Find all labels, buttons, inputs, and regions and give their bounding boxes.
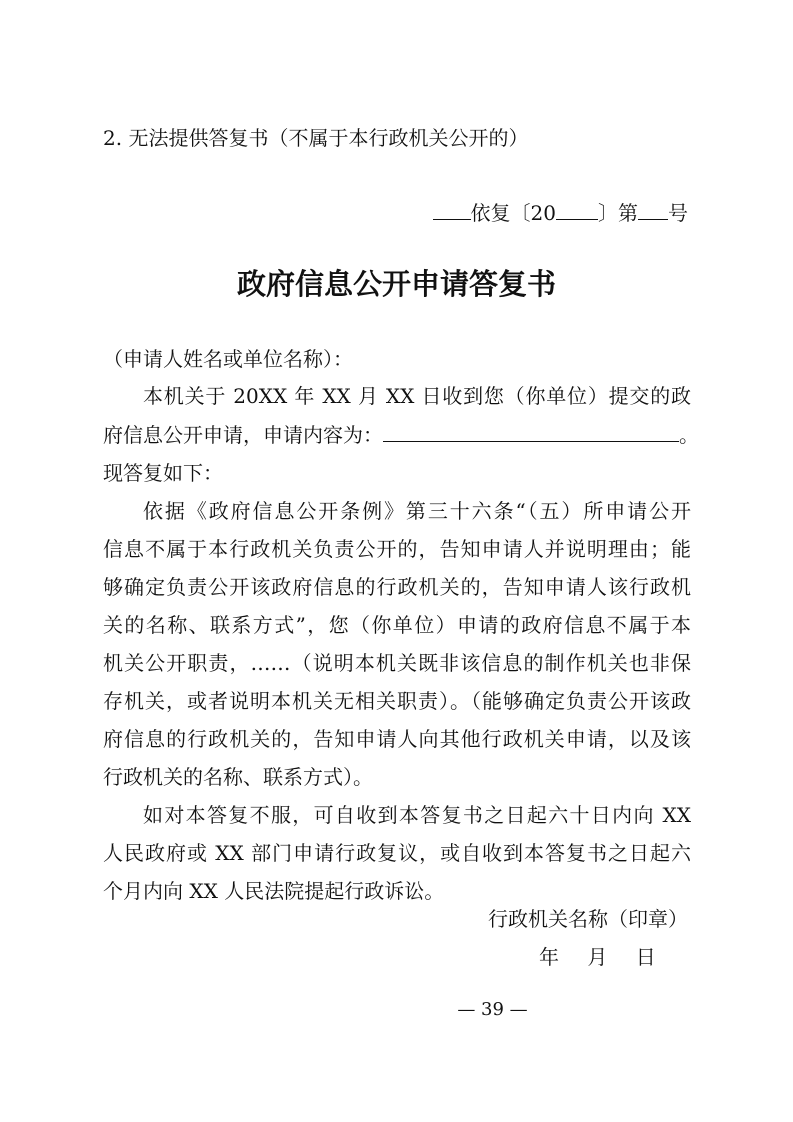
para2-line: 够确定负责公开该政府信息的行政机关的，告知申请人该行政机	[103, 575, 691, 599]
document-number	[433, 199, 688, 227]
blank-application-content	[383, 421, 679, 442]
para2-line: 关的名称、联系方式”，您（你单位）申请的政府信息不属于本	[103, 613, 691, 637]
para1-line2-suffix: 。	[679, 423, 699, 447]
signature-line: 行政机关名称（印章）	[488, 907, 688, 931]
doc-number-prefix: 依复〔20	[470, 201, 556, 225]
para2-line: 信息不属于本行政机关负责公开的，告知申请人并说明理由；能	[103, 537, 691, 561]
para2-line: 府信息的行政机关的，告知申请人向其他行政机关申请，以及该	[103, 727, 691, 751]
document-title: 政府信息公开申请答复书	[236, 267, 556, 301]
para1-line1: 本机关于 20XX 年 XX 月 XX 日收到您（你单位）提交的政	[143, 384, 691, 408]
addressee-line: （申请人姓名或单位名称）：	[103, 347, 353, 371]
blank-year	[556, 199, 598, 220]
doc-number-middle: 〕第	[598, 201, 638, 225]
para3-line: 个月内向 XX 人民法院提起行政诉讼。	[103, 879, 445, 903]
page-number: — 39 —	[457, 999, 528, 1020]
blank-department	[433, 199, 471, 220]
blank-number	[638, 199, 668, 220]
para2-line: 行政机关的名称、联系方式）。	[103, 765, 373, 789]
para1-line2-prefix: 府信息公开申请，申请内容为：	[103, 423, 383, 447]
para1-line3: 现答复如下：	[103, 461, 223, 485]
doc-number-suffix: 号	[668, 201, 688, 225]
date-line: 年 月 日	[539, 945, 656, 969]
para2-line: 存机关，或者说明本机关无相关职责）。（能够确定负责公开该政	[103, 689, 691, 713]
para3-line: 人民政府或 XX 部门申请行政复议，或自收到本答复书之日起六	[103, 841, 691, 865]
para2-line: 依据《政府信息公开条例》第三十六条“（五）所申请公开	[143, 499, 691, 523]
para3-line: 如对本答复不服，可自收到本答复书之日起六十日内向 XX	[143, 803, 691, 827]
para2-line: 机关公开职责，……（说明本机关既非该信息的制作机关也非保	[103, 651, 691, 675]
section-heading: 2. 无法提供答复书（不属于本行政机关公开的）	[103, 126, 529, 150]
para1-line2	[103, 421, 699, 449]
